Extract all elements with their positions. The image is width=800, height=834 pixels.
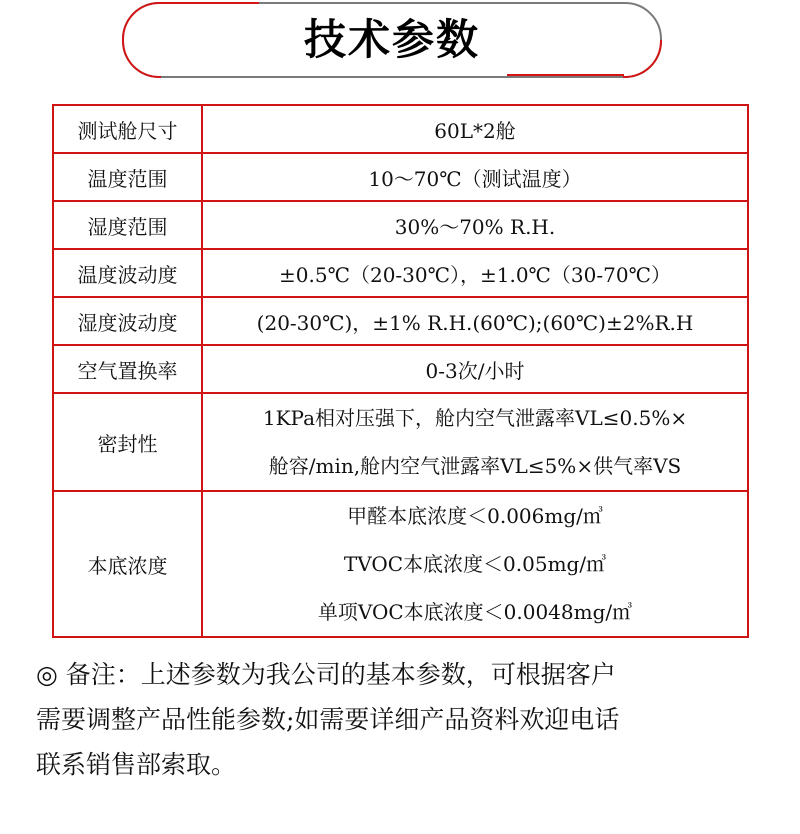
table-row xyxy=(53,105,748,153)
table-row xyxy=(53,249,748,297)
remark-line: ◎ 备注：上述参数为我公司的基本参数，可根据客户 xyxy=(36,660,616,689)
table-row xyxy=(53,491,748,637)
row-value: 0-3次/小时 xyxy=(202,345,748,393)
row-label: 密封性 xyxy=(53,393,202,491)
table-row xyxy=(53,345,748,393)
table-row xyxy=(53,153,748,201)
section-title-banner xyxy=(122,2,660,76)
row-value: 60L*2舱 xyxy=(202,105,748,153)
table-row xyxy=(53,201,748,249)
row-value xyxy=(202,393,748,491)
row-value xyxy=(202,491,748,637)
remark-line: 联系销售部索取。 xyxy=(36,750,237,779)
page-title: 技术参数 xyxy=(303,15,480,64)
row-value: 30%～70% R.H. xyxy=(202,201,748,249)
row-value-line: 1KPa相对压强下，舱内空气泄露率VL≤0.5%× xyxy=(262,406,688,430)
spec-table xyxy=(52,104,749,638)
row-label: 空气置换率 xyxy=(53,345,202,393)
row-value: ±0.5℃（20-30℃），±1.0℃（30-70℃） xyxy=(202,249,748,297)
row-label: 温度范围 xyxy=(53,153,202,201)
row-label: 温度波动度 xyxy=(53,249,202,297)
row-label: 本底浓度 xyxy=(53,491,202,637)
row-value: (20-30℃)，±1% R.H.(60℃);(60℃)±2%R.H xyxy=(202,297,748,345)
remark-line: 需要调整产品性能参数;如需要详细产品资料欢迎电话 xyxy=(36,705,620,734)
row-label: 湿度范围 xyxy=(53,201,202,249)
row-value-line: TVOC本底浓度＜0.05mg/㎥ xyxy=(343,552,607,576)
table-row xyxy=(53,297,748,345)
remark-note xyxy=(36,652,766,787)
row-value-line: 舱容/min,舱内空气泄露率VL≤5%×供气率VS xyxy=(268,454,682,478)
table-row xyxy=(53,393,748,491)
row-value-line: 甲醛本底浓度＜0.006mg/㎥ xyxy=(347,504,603,528)
row-label: 湿度波动度 xyxy=(53,297,202,345)
row-label: 测试舱尺寸 xyxy=(53,105,202,153)
row-value: 10～70℃（测试温度） xyxy=(202,153,748,201)
row-value-line: 单项VOC本底浓度＜0.0048mg/㎥ xyxy=(317,600,633,624)
